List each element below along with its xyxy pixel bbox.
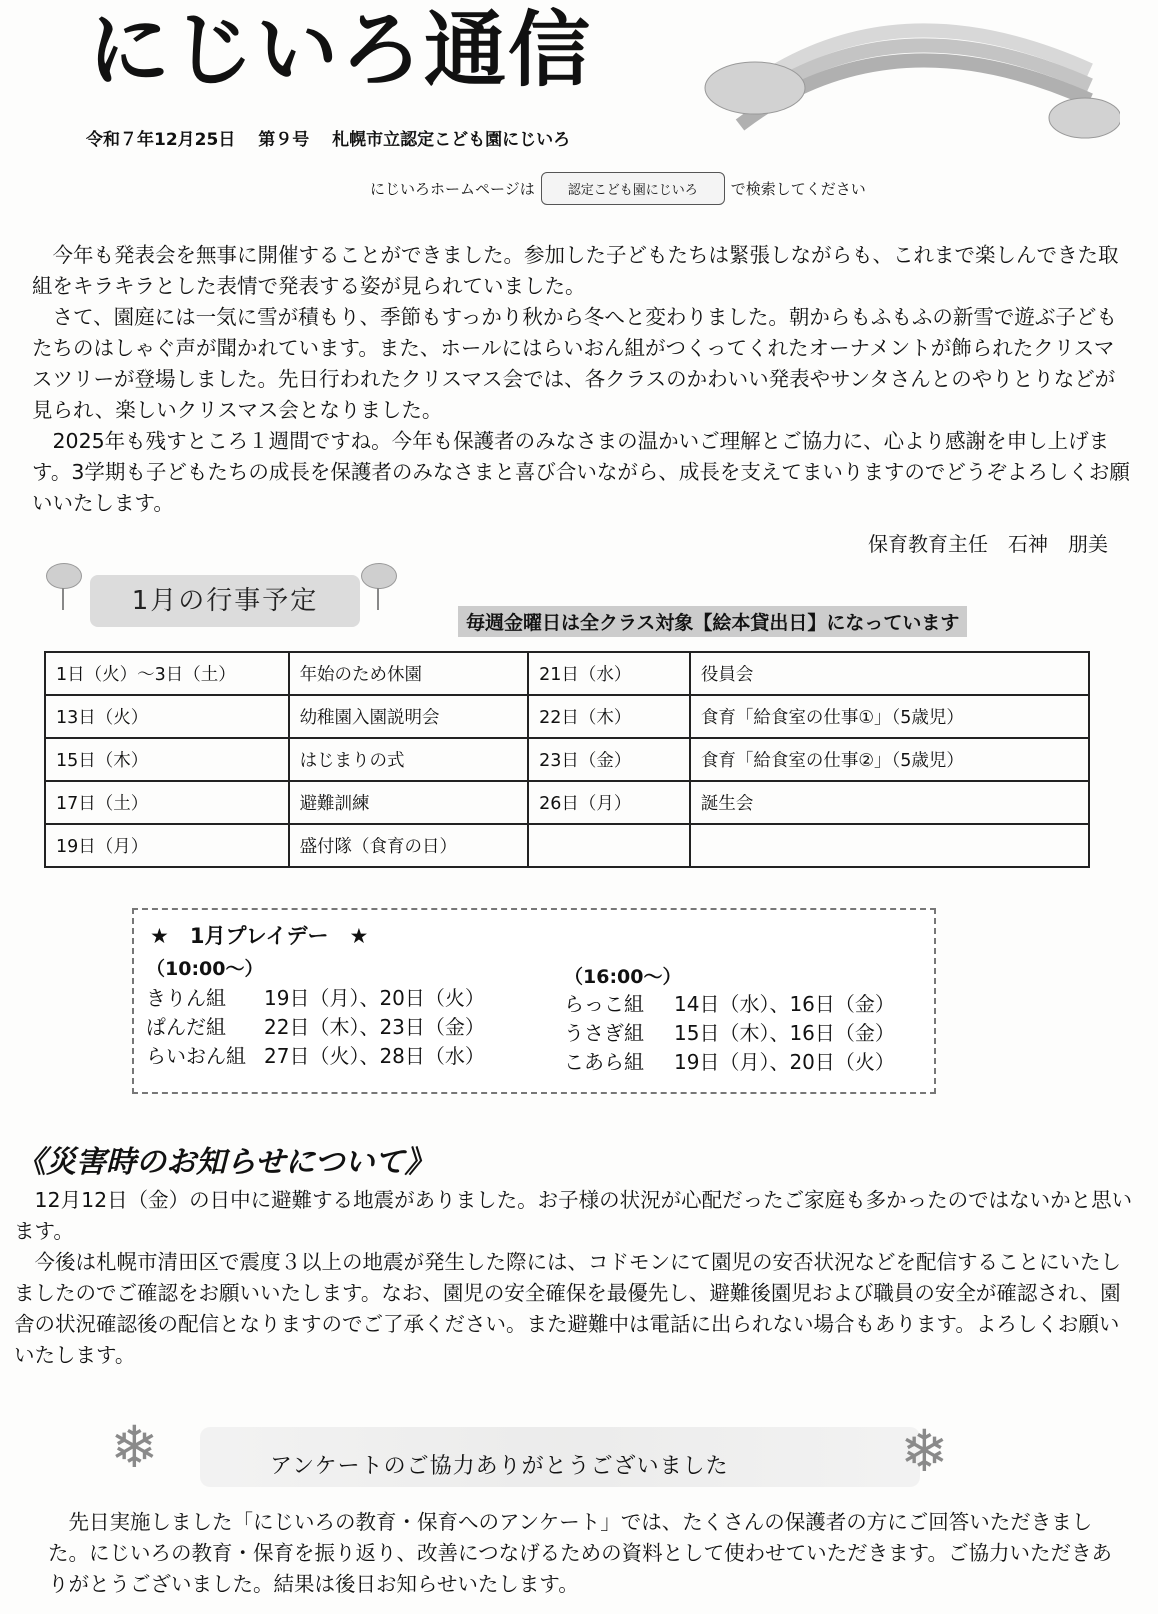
survey-section: [48, 1507, 1128, 1600]
table-row: [45, 695, 1089, 738]
playday-dates: 22日（木）、23日（金）: [264, 1015, 485, 1039]
playday-dates: 27日（火）、28日（水）: [264, 1044, 485, 1068]
playday-class: らっこ組: [564, 992, 644, 1016]
event-name: 役員会: [690, 652, 1089, 695]
events-table: [44, 651, 1090, 868]
event-date: 22日（木）: [528, 695, 690, 738]
playday-class: らいおん組: [146, 1044, 246, 1068]
disaster-paragraph: 今後は札幌市清田区で震度３以上の地震が発生した際には、コドモンにて園児の安否状況などを配信することにいたしましたのでご確認をお願いいたします。なお、園児の安全確保を最優先し、避難後園児および職員の安全が確認され、園舎の状況確認後の配信となりますのでご了承ください。また避難中は電話に出られない場合もあります。よろしくお願いいたします。: [14, 1250, 1121, 1367]
playday-class: こあら組: [564, 1050, 644, 1074]
disaster-section: [14, 1185, 1134, 1371]
homepage-prefix: にじいろホームページは: [370, 180, 535, 198]
playday-dates: 15日（木）、16日（金）: [674, 1021, 895, 1045]
balloon-left-string: [62, 588, 64, 610]
event-date: 23日（金）: [528, 738, 690, 781]
table-row: [45, 781, 1089, 824]
list-item: [146, 1013, 485, 1042]
event-date: 13日（火）: [45, 695, 289, 738]
event-name: 誕生会: [690, 781, 1089, 824]
table-row: [45, 652, 1089, 695]
list-item: [564, 990, 895, 1019]
event-date: 1日（火）～3日（土）: [45, 652, 289, 695]
homepage-suffix: で検索してください: [730, 180, 866, 198]
table-row: [45, 738, 1089, 781]
event-name: 盛付隊（食育の日）: [289, 824, 529, 867]
playday-morning-list: [146, 984, 485, 1071]
greeting-paragraph: さて、園庭には一気に雪が積もり、季節もすっかり秋から冬へと変わりました。朝からもふもふの新雪で遊ぶ子どもたちのはしゃぐ声が聞かれています。また、ホールにはらいおん組がつくってくれたオーナメントが飾られたクリスマスツリーが登場しました。先日行われたクリスマス会では、各クラスのかわいい発表やサンタさんとのやりとりなどが見られ、楽しいクリスマス会となりました。: [32, 305, 1117, 422]
playday-class: うさぎ組: [564, 1021, 644, 1045]
events-title: 1月の行事予定: [90, 575, 360, 627]
table-row: [45, 824, 1089, 867]
survey-paragraph: 先日実施しました「にじいろの教育・保育へのアンケート」では、たくさんの保護者の方にご回答いただきました。にじいろの教育・保育を振り返り、改善につなげるための資料として使わせていただきます。ご協力いただきありがとうございました。結果は後日お知らせいたします。: [48, 1510, 1112, 1596]
greeting-paragraph: 2025年も残すところ１週間ですね。今年も保護者のみなさまの温かいご理解とご協力に、心より感謝を申し上げます。3学期も子どもたちの成長を保護者のみなさまと喜び合いながら、成長を支えてまいりますのでどうぞよろしくお願いいたします。: [32, 429, 1130, 515]
event-date: 15日（木）: [45, 738, 289, 781]
balloon-right-string: [377, 588, 379, 610]
list-item: [564, 1048, 895, 1077]
newsletter-title: にじいろ通信: [88, 3, 593, 98]
event-name: 食育「給食室の仕事①」（5歳児）: [690, 695, 1089, 738]
playday-class: ぱんだ組: [146, 1015, 226, 1039]
playday-dates: 19日（月）、20日（火）: [264, 986, 485, 1010]
homepage-line: [370, 172, 866, 205]
greeting-paragraph: 今年も発表会を無事に開催することができました。参加した子どもたちは緊張しながらも、これまで楽しんできた取組をキラキラとした表情で発表する姿が見られていました。: [32, 243, 1119, 298]
survey-heading: アンケートのご協力ありがとうございました: [270, 1454, 729, 1479]
event-name: 年始のため休園: [289, 652, 529, 695]
cloud-left: [705, 62, 805, 114]
list-item: [564, 1019, 895, 1048]
event-name: [690, 824, 1089, 867]
balloon-right-icon: [361, 563, 397, 589]
playday-morning-time: （10:00～）: [146, 958, 264, 980]
greeting-author: 保育教育主任 石神 朋美: [868, 532, 1108, 556]
playday-dates: 19日（月）、20日（火）: [674, 1050, 895, 1074]
list-item: [146, 984, 485, 1013]
snowflake-right-icon: ❄: [900, 1417, 949, 1485]
event-date: 26日（月）: [528, 781, 690, 824]
balloon-left-icon: [46, 563, 82, 589]
list-item: [146, 1042, 485, 1071]
event-date: [528, 824, 690, 867]
event-name: 食育「給食室の仕事②」（5歳児）: [690, 738, 1089, 781]
snowflake-left-icon: ❄: [110, 1413, 159, 1481]
greeting-section: [32, 240, 1132, 519]
disaster-heading: 《災害時のお知らせについて》: [16, 1145, 435, 1180]
cloud-right: [1049, 98, 1120, 138]
issue-line: 令和７年12月25日 第９号 札幌市立認定こども園にじいろ: [86, 130, 571, 150]
event-date: 17日（土）: [45, 781, 289, 824]
playday-title: ★ 1月プレイデー ★: [150, 924, 369, 948]
rainbow-illustration: [700, 0, 1120, 160]
playday-afternoon-time: （16:00～）: [564, 966, 682, 988]
events-note: 毎週金曜日は全クラス対象【絵本貸出日】になっています: [458, 606, 967, 637]
disaster-paragraph: 12月12日（金）の日中に避難する地震がありました。お子様の状況が心配だったご家庭も多かったのではないかと思います。: [14, 1188, 1133, 1243]
playday-dates: 14日（水）、16日（金）: [674, 992, 895, 1016]
playday-class: きりん組: [146, 986, 226, 1010]
playday-box: [132, 908, 936, 1094]
event-name: はじまりの式: [289, 738, 529, 781]
playday-afternoon-list: [564, 990, 895, 1077]
event-name: 幼稚園入園説明会: [289, 695, 529, 738]
event-date: 21日（水）: [528, 652, 690, 695]
event-name: 避難訓練: [289, 781, 529, 824]
homepage-search-box: 認定こども園にじいろ: [541, 172, 725, 205]
event-date: 19日（月）: [45, 824, 289, 867]
